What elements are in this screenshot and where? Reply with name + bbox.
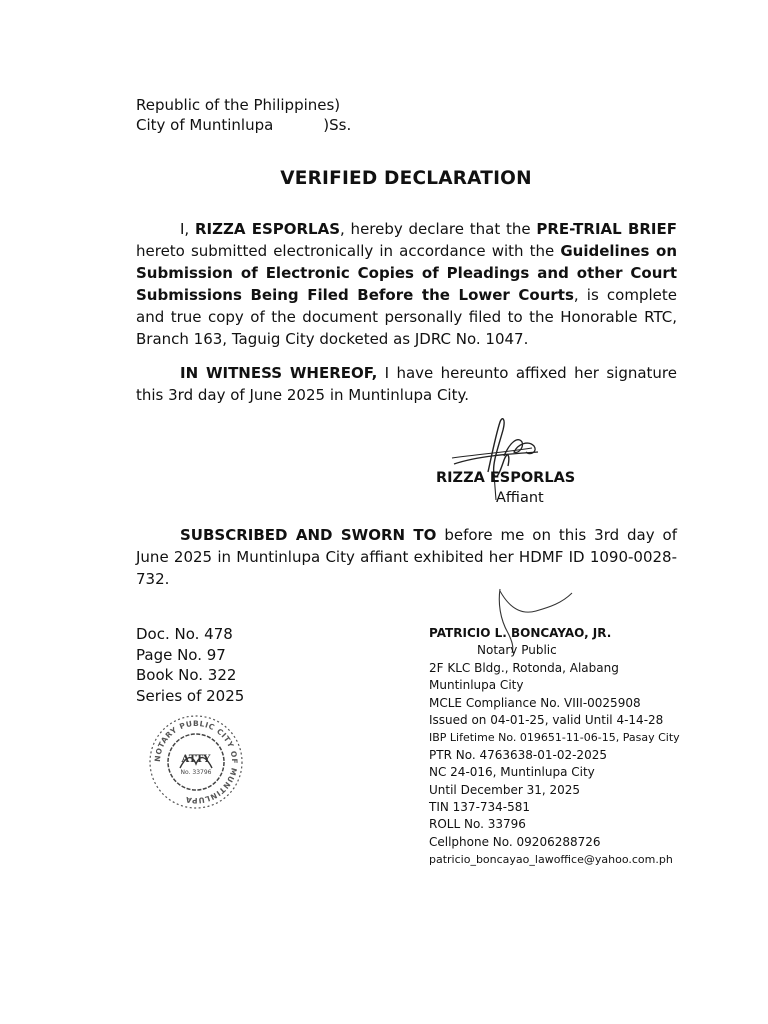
notary-address-line1: 2F KLC Bldg., Rotonda, Alabang xyxy=(429,660,619,675)
series-year: Series of 2025 xyxy=(136,686,245,705)
notary-tin: TIN 137-734-581 xyxy=(429,800,531,815)
p1-text-3: hereto submitted electronically in accordance with the xyxy=(136,242,561,260)
notarial-seal xyxy=(146,712,246,812)
notary-title: Notary Public xyxy=(477,643,557,658)
notary-cellphone: Cellphone No. 09206288726 xyxy=(429,834,601,849)
notary-commission: NC 24-016, Muntinlupa City xyxy=(429,765,595,780)
subscribed-sworn: SUBSCRIBED AND SWORN TO xyxy=(180,526,437,544)
notary-email: patricio_boncayao_lawoffice@yahoo.com.ph xyxy=(429,853,673,867)
notary-details xyxy=(429,625,680,869)
document-title: VERIFIED DECLARATION xyxy=(280,168,532,189)
notary-ptr: PTR No. 4763638-01-02-2025 xyxy=(429,747,607,762)
seal-ring-text: NOTARY PUBLIC CITY OF MUNTINLUPA xyxy=(152,718,240,806)
page-number: Page No. 97 xyxy=(136,645,226,664)
notary-commission-until: Until December 31, 2025 xyxy=(429,782,581,797)
notarial-register-info xyxy=(136,624,244,706)
venue-city: City of Muntinlupa xyxy=(136,116,274,134)
notary-ibp: IBP Lifetime No. 019651-11-06-15, Pasay City xyxy=(429,731,680,745)
venue-line-city xyxy=(136,115,351,135)
witness-whereof: IN WITNESS WHEREOF, xyxy=(180,364,378,382)
notary-name: PATRICIO L. BONCAYAO, JR. xyxy=(429,626,612,640)
notary-mcle: MCLE Compliance No. VIII-0025908 xyxy=(429,695,641,710)
venue-ss: )Ss. xyxy=(323,116,352,134)
seal-center-text: ATTY xyxy=(181,754,211,765)
p3-text: before me on this 3rd day of June 2025 in Muntinlupa City affiant exhibited her HDMF ID 1090-0028-732. xyxy=(136,526,677,588)
guidelines-title: Guidelines on Submission of Electronic Copies of Pleadings and other Court Submissions Being Filed Before the Lower Courts xyxy=(136,242,678,304)
p1-text-2: , hereby declare that the xyxy=(340,220,537,238)
notary-roll: ROLL No. 33796 xyxy=(429,817,526,832)
affiant-name-inline: RIZZA ESPORLAS xyxy=(194,220,341,238)
p1-text-1: I, xyxy=(180,220,195,238)
jurat-paragraph xyxy=(136,524,677,590)
p1-text-4: , is complete and true copy of the document personally filed to the Honorable RTC, Branch 163, Taguig City docketed as JDRC No. 1047. xyxy=(136,286,677,348)
notary-issued: Issued on 04-01-25, valid Until 4-14-28 xyxy=(429,713,664,728)
seal-number-text: No. 33796 xyxy=(180,769,212,776)
affiant-name: RIZZA ESPORLAS xyxy=(436,470,576,486)
doc-number: Doc. No. 478 xyxy=(136,625,233,643)
venue-line-republic: Republic of the Philippines) xyxy=(136,96,341,114)
notary-address-line2: Muntinlupa City xyxy=(429,678,524,693)
pleading-title: PRE-TRIAL BRIEF xyxy=(536,220,678,238)
book-number: Book No. 322 xyxy=(136,666,237,684)
venue-block xyxy=(136,95,351,135)
affiant-label: Affiant xyxy=(496,490,544,506)
witness-paragraph xyxy=(136,362,677,406)
p2-text: I have hereunto affixed her signature this 3rd day of June 2025 in Muntinlupa City. xyxy=(136,364,677,404)
declaration-paragraph xyxy=(136,218,677,350)
